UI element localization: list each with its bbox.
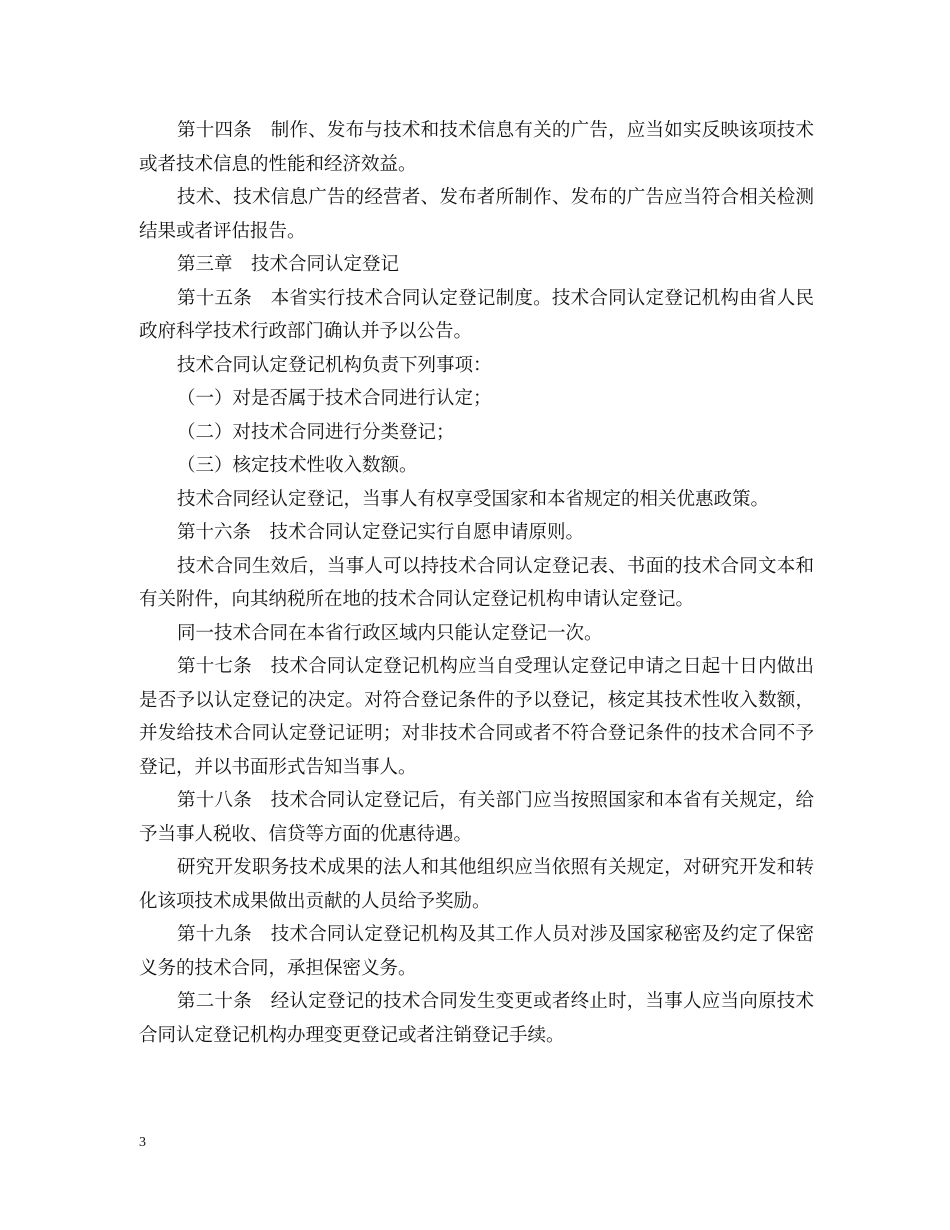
paragraph-article-19: 第十九条 技术合同认定登记机构及其工作人员对涉及国家秘密及约定了保密义务的技术合同，承担保密义务。	[139, 924, 814, 979]
paragraph-article-15: 第十五条 本省实行技术合同认定登记制度。技术合同认定登记机构由省人民政府科学技术行政部门确认并予以公告。	[139, 287, 814, 342]
chapter-3-heading: 第三章 技术合同认定登记	[177, 254, 400, 275]
list-item-1: （一）对是否属于技术合同进行认定；	[177, 388, 492, 409]
paragraph-article-18: 第十八条 技术合同认定登记后，有关部门应当按照国家和本省有关规定，给予当事人税收、信贷等方面的优惠待遇。	[139, 790, 814, 845]
paragraph-preferential-policy: 技术合同经认定登记，当事人有权享受国家和本省规定的相关优惠政策。	[177, 488, 770, 510]
paragraph-single-registration: 同一技术合同在本省行政区域内只能认定登记一次。	[177, 622, 603, 644]
paragraph-ad-requirements: 技术、技术信息广告的经营者、发布者所制作、发布的广告应当符合相关检测结果或者评估报告。	[139, 187, 814, 242]
list-item-2: （二）对技术合同进行分类登记；	[177, 421, 455, 443]
paragraph-application: 技术合同生效后，当事人可以持技术合同认定登记表、书面的技术合同文本和有关附件，向其纳税所在地的技术合同认定登记机构申请认定登记。	[139, 555, 814, 610]
document-body	[139, 114, 814, 1052]
paragraph-article-17: 第十七条 技术合同认定登记机构应当自受理认定登记申请之日起十日内做出是否予以认定登记的决定。对符合登记条件的予以登记，核定其技术性收入数额，并发给技术合同认定登记证明；对非技术合同或者不符合登记条件的技术合同不予登记，并以书面形式告知当事人。	[139, 656, 814, 778]
paragraph-registry-duties: 技术合同认定登记机构负责下列事项：	[177, 354, 492, 376]
page-number: 3	[139, 1135, 146, 1150]
paragraph-rewards: 研究开发职务技术成果的法人和其他组织应当依照有关规定，对研究开发和转化该项技术成果做出贡献的人员给予奖励。	[139, 857, 814, 912]
paragraph-article-14: 第十四条 制作、发布与技术和技术信息有关的广告，应当如实反映该项技术或者技术信息的性能和经济效益。	[139, 120, 814, 175]
paragraph-article-16: 第十六条 技术合同认定登记实行自愿申请原则。	[177, 522, 585, 543]
paragraph-article-20: 第二十条 经认定登记的技术合同发生变更或者终止时，当事人应当向原技术合同认定登记机构办理变更登记或者注销登记手续。	[139, 991, 814, 1046]
list-item-3: （三）核定技术性收入数额。	[177, 455, 418, 476]
